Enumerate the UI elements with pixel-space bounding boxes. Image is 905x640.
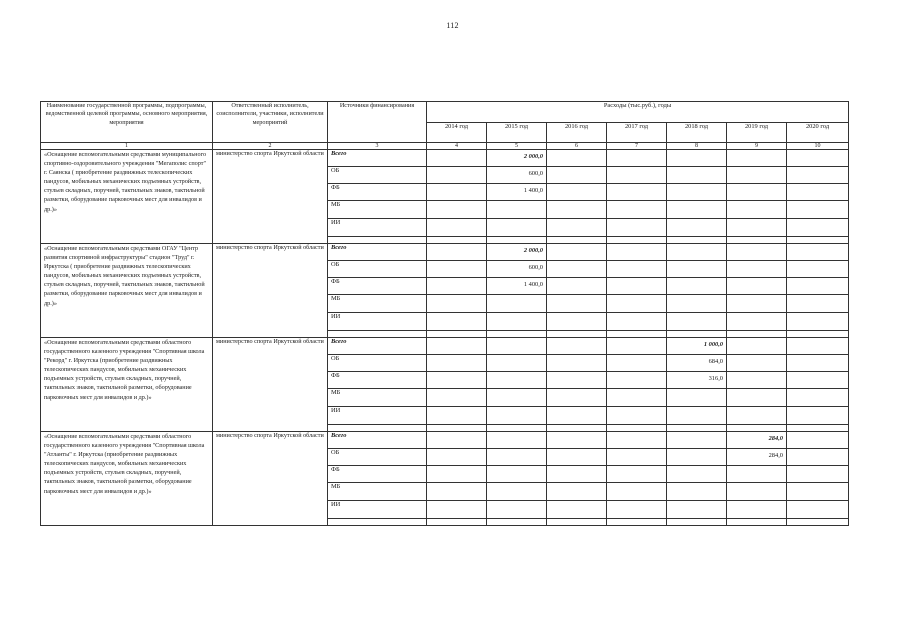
expense-cell: [607, 244, 667, 261]
expense-cell: [547, 295, 607, 313]
expense-value: 2 000,0: [523, 153, 543, 160]
spacer-cell: [427, 237, 487, 244]
table-row: [41, 150, 849, 167]
expense-value: 1 000,0: [703, 341, 723, 348]
responsible-executor: министерство спорта Иркутской области: [213, 150, 328, 244]
expense-cell: [787, 501, 849, 519]
funding-source: ИИ: [328, 501, 427, 519]
funding-source: МБ: [328, 483, 427, 501]
expense-cell: [667, 338, 727, 355]
spacer-cell: [667, 331, 727, 338]
header-year: 2015 год: [487, 122, 547, 143]
expense-cell: [487, 407, 547, 425]
expense-cell: [607, 407, 667, 425]
expense-cell: [727, 449, 787, 466]
expense-cell: [487, 313, 547, 331]
spacer-cell: [547, 519, 607, 526]
header-year: 2014 год: [427, 122, 487, 143]
expense-cell: [607, 313, 667, 331]
expense-cell: [427, 313, 487, 331]
funding-source: ФБ: [328, 466, 427, 483]
expense-cell: [667, 407, 727, 425]
spacer-cell: [607, 519, 667, 526]
expense-cell: [607, 338, 667, 355]
expense-cell: [607, 261, 667, 278]
expense-cell: [427, 407, 487, 425]
expense-cell: [427, 355, 487, 372]
expense-cell: [727, 150, 787, 167]
expense-value: 684,0: [708, 358, 723, 365]
funding-source: ИИ: [328, 219, 427, 237]
funding-source: ИИ: [328, 407, 427, 425]
expense-cell: [727, 278, 787, 295]
expense-cell: [667, 389, 727, 407]
spacer-cell: [787, 519, 849, 526]
expense-cell: [727, 466, 787, 483]
expense-cell: [667, 449, 727, 466]
column-number: 10: [787, 143, 849, 150]
expense-cell: [787, 313, 849, 331]
expense-cell: [427, 167, 487, 184]
column-number: 9: [727, 143, 787, 150]
spacer-cell: [727, 425, 787, 432]
spacer-cell: [667, 237, 727, 244]
expense-cell: [667, 150, 727, 167]
expense-cell: [547, 483, 607, 501]
spacer-cell: [487, 331, 547, 338]
expense-cell: [607, 150, 667, 167]
header-sources: Источники финансирования: [328, 102, 427, 143]
expense-cell: [547, 501, 607, 519]
spacer-cell: [787, 331, 849, 338]
header-program: Наименование государственной программы, подпрограммы, ведомственной целевой программы, основного мероприятия, мероприятия: [41, 102, 213, 143]
expense-cell: [547, 432, 607, 449]
expense-cell: [787, 278, 849, 295]
expense-cell: [787, 372, 849, 389]
funding-source: ОБ: [328, 167, 427, 184]
expense-value: 284,0: [768, 435, 783, 442]
expense-cell: [667, 432, 727, 449]
funding-source: Всего: [328, 338, 427, 355]
expense-cell: [547, 355, 607, 372]
expense-cell: [607, 184, 667, 201]
expense-cell: [727, 219, 787, 237]
expense-cell: [487, 449, 547, 466]
expense-cell: [547, 261, 607, 278]
expense-cell: [667, 313, 727, 331]
funding-source: ФБ: [328, 278, 427, 295]
expense-cell: [487, 261, 547, 278]
expense-cell: [787, 295, 849, 313]
expense-cell: [427, 372, 487, 389]
expense-cell: [727, 372, 787, 389]
header-expenses: Расходы (тыс.руб.), годы: [427, 102, 849, 123]
expense-cell: [787, 219, 849, 237]
expense-cell: [487, 483, 547, 501]
spacer-cell: [547, 237, 607, 244]
expense-cell: [607, 466, 667, 483]
expense-cell: [787, 407, 849, 425]
expense-cell: [547, 184, 607, 201]
spacer-cell: [607, 331, 667, 338]
expense-cell: [427, 219, 487, 237]
funding-source: МБ: [328, 389, 427, 407]
spacer-cell: [427, 519, 487, 526]
expense-value: 316,0: [708, 375, 723, 382]
spacer-cell: [328, 237, 427, 244]
expense-cell: [667, 372, 727, 389]
expense-cell: [487, 432, 547, 449]
expense-cell: [787, 483, 849, 501]
spacer-cell: [328, 519, 427, 526]
expense-cell: [487, 167, 547, 184]
expense-cell: [427, 466, 487, 483]
spacer-cell: [787, 237, 849, 244]
expense-cell: [427, 295, 487, 313]
expense-cell: [727, 407, 787, 425]
column-number: 2: [213, 143, 328, 150]
spacer-cell: [667, 425, 727, 432]
expense-cell: [607, 372, 667, 389]
funding-source: ИИ: [328, 313, 427, 331]
expense-value: 1 400,0: [523, 281, 543, 288]
expense-cell: [487, 150, 547, 167]
expense-cell: [427, 184, 487, 201]
expense-cell: [547, 201, 607, 219]
spacer-cell: [487, 425, 547, 432]
funding-source: МБ: [328, 295, 427, 313]
measure-description: «Оснащение вспомогательными средствами областного государственного казенного учреждения "Спортивная школа "Рекорд" г. Иркутска (приобретение раздвижных телескопических пандусов, мобильных механических подъемных устройств, стульев складных, поручней, тактильных знаков, тактильной разметки, оборудование парковочных мест для инвалидов и др.)»: [41, 338, 213, 432]
expense-cell: [547, 389, 607, 407]
expense-cell: [547, 372, 607, 389]
table-row: [41, 338, 849, 355]
table-row: [41, 244, 849, 261]
spacer-cell: [427, 331, 487, 338]
expense-cell: [667, 167, 727, 184]
spacer-cell: [427, 425, 487, 432]
expense-cell: [427, 201, 487, 219]
expense-value: 1 400,0: [523, 187, 543, 194]
expense-cell: [607, 449, 667, 466]
expense-cell: [547, 449, 607, 466]
expense-cell: [607, 501, 667, 519]
expense-cell: [787, 449, 849, 466]
expense-cell: [787, 150, 849, 167]
expense-cell: [487, 201, 547, 219]
expense-cell: [727, 338, 787, 355]
expense-cell: [487, 184, 547, 201]
expense-cell: [427, 278, 487, 295]
spacer-cell: [547, 425, 607, 432]
expense-cell: [487, 501, 547, 519]
expense-cell: [427, 338, 487, 355]
expense-cell: [487, 244, 547, 261]
expense-cell: [787, 432, 849, 449]
spacer-cell: [727, 237, 787, 244]
expense-cell: [607, 483, 667, 501]
expense-cell: [727, 432, 787, 449]
expense-value: 2 000,0: [523, 247, 543, 254]
expense-cell: [427, 389, 487, 407]
page-number: 112: [446, 21, 459, 30]
expense-cell: [427, 261, 487, 278]
column-number: 6: [547, 143, 607, 150]
expense-cell: [787, 338, 849, 355]
funding-source: ФБ: [328, 372, 427, 389]
expense-cell: [787, 355, 849, 372]
funding-source: МБ: [328, 201, 427, 219]
expense-cell: [487, 355, 547, 372]
spacer-cell: [328, 331, 427, 338]
header-executor: Ответственный исполнитель, соисполнители, участники, исполнители мероприятий: [213, 102, 328, 143]
expense-cell: [727, 483, 787, 501]
expense-cell: [427, 449, 487, 466]
expense-cell: [487, 389, 547, 407]
expense-cell: [547, 466, 607, 483]
expense-cell: [667, 244, 727, 261]
spacer-cell: [787, 425, 849, 432]
header-year: 2019 год: [727, 122, 787, 143]
spacer-cell: [667, 519, 727, 526]
expense-cell: [547, 150, 607, 167]
expense-cell: [727, 201, 787, 219]
header-year: 2020 год: [787, 122, 849, 143]
expense-cell: [727, 244, 787, 261]
header-year: 2018 год: [667, 122, 727, 143]
expense-cell: [667, 483, 727, 501]
expense-cell: [487, 295, 547, 313]
funding-source: Всего: [328, 150, 427, 167]
expense-cell: [607, 432, 667, 449]
expense-cell: [547, 407, 607, 425]
budget-table: [40, 101, 849, 526]
expense-cell: [547, 167, 607, 184]
expense-cell: [427, 501, 487, 519]
column-number: 7: [607, 143, 667, 150]
spacer-cell: [328, 425, 427, 432]
expense-cell: [427, 244, 487, 261]
column-number: 8: [667, 143, 727, 150]
expense-cell: [607, 278, 667, 295]
expense-cell: [607, 201, 667, 219]
responsible-executor: министерство спорта Иркутской области: [213, 338, 328, 432]
funding-source: ФБ: [328, 184, 427, 201]
expense-cell: [607, 219, 667, 237]
expense-cell: [727, 501, 787, 519]
measure-description: «Оснащение вспомогательными средствами областного государственного казенного учреждения "Спортивная школа "Атланты" г. Иркутска (приобретение раздвижных телескопических пандусов, мобильных механических подъемных устройств, стульев складных, поручней, тактильных знаков, тактильной разметки, оборудование парковочных мест для инвалидов и др.)»: [41, 432, 213, 526]
funding-source: ОБ: [328, 449, 427, 466]
expense-cell: [547, 278, 607, 295]
column-number: 1: [41, 143, 213, 150]
expense-cell: [547, 244, 607, 261]
expense-cell: [787, 261, 849, 278]
expense-cell: [427, 150, 487, 167]
expense-cell: [487, 466, 547, 483]
expense-cell: [667, 295, 727, 313]
expense-cell: [727, 184, 787, 201]
expense-cell: [727, 355, 787, 372]
measure-description: «Оснащение вспомогательными средствами муниципального спортивно-оздоровительного учреждения "Мегаполис спорт" г. Саянска ( приобретение раздвижных телескопических пандусов, мобильных механических подъемных устройств, стульев складных, поручней, тактильных знаков, тактильной разметки, оборудование парковочных мест для инвалидов и др.)»: [41, 150, 213, 244]
spacer-cell: [487, 519, 547, 526]
expense-cell: [487, 372, 547, 389]
expense-cell: [787, 389, 849, 407]
expense-cell: [787, 184, 849, 201]
expense-cell: [667, 355, 727, 372]
measure-description: «Оснащение вспомогательными средствами ОГАУ "Центр развития спортивной инфраструктуры" стадион "Труд" г. Иркутска ( приобретение раздвижных телескопических пандусов, мобильных механических подъемных устройств, стульев складных, поручней, тактильных знаков, тактильной разметки, оборудование парковочных мест для инвалидов и др.)»: [41, 244, 213, 338]
expense-cell: [667, 219, 727, 237]
expense-cell: [667, 261, 727, 278]
spacer-cell: [727, 331, 787, 338]
expense-cell: [607, 389, 667, 407]
expense-cell: [547, 338, 607, 355]
funding-source: Всего: [328, 244, 427, 261]
expense-cell: [727, 295, 787, 313]
funding-source: ОБ: [328, 261, 427, 278]
expense-cell: [667, 201, 727, 219]
expense-cell: [787, 167, 849, 184]
column-number: 4: [427, 143, 487, 150]
expense-cell: [667, 184, 727, 201]
expense-cell: [427, 432, 487, 449]
expense-cell: [667, 278, 727, 295]
expense-cell: [607, 295, 667, 313]
expense-value: 284,0: [768, 452, 783, 459]
expense-cell: [427, 483, 487, 501]
column-number: 3: [328, 143, 427, 150]
header-year: 2016 год: [547, 122, 607, 143]
funding-source: Всего: [328, 432, 427, 449]
expense-cell: [487, 219, 547, 237]
expense-cell: [787, 466, 849, 483]
spacer-cell: [607, 425, 667, 432]
expense-cell: [787, 244, 849, 261]
spacer-cell: [487, 237, 547, 244]
header-year: 2017 год: [607, 122, 667, 143]
expense-cell: [667, 466, 727, 483]
table-row: [41, 432, 849, 449]
expense-cell: [727, 313, 787, 331]
expense-cell: [607, 167, 667, 184]
expense-cell: [667, 501, 727, 519]
responsible-executor: министерство спорта Иркутской области: [213, 432, 328, 526]
spacer-cell: [607, 237, 667, 244]
expense-cell: [487, 278, 547, 295]
expense-cell: [787, 201, 849, 219]
funding-source: ОБ: [328, 355, 427, 372]
spacer-cell: [727, 519, 787, 526]
expense-cell: [727, 389, 787, 407]
spacer-cell: [547, 331, 607, 338]
expense-value: 600,0: [528, 170, 543, 177]
expense-value: 600,0: [528, 264, 543, 271]
expense-cell: [727, 261, 787, 278]
expense-cell: [547, 219, 607, 237]
expense-cell: [487, 338, 547, 355]
responsible-executor: министерство спорта Иркутской области: [213, 244, 328, 338]
expense-cell: [727, 167, 787, 184]
expense-cell: [607, 355, 667, 372]
column-number: 5: [487, 143, 547, 150]
expense-cell: [547, 313, 607, 331]
